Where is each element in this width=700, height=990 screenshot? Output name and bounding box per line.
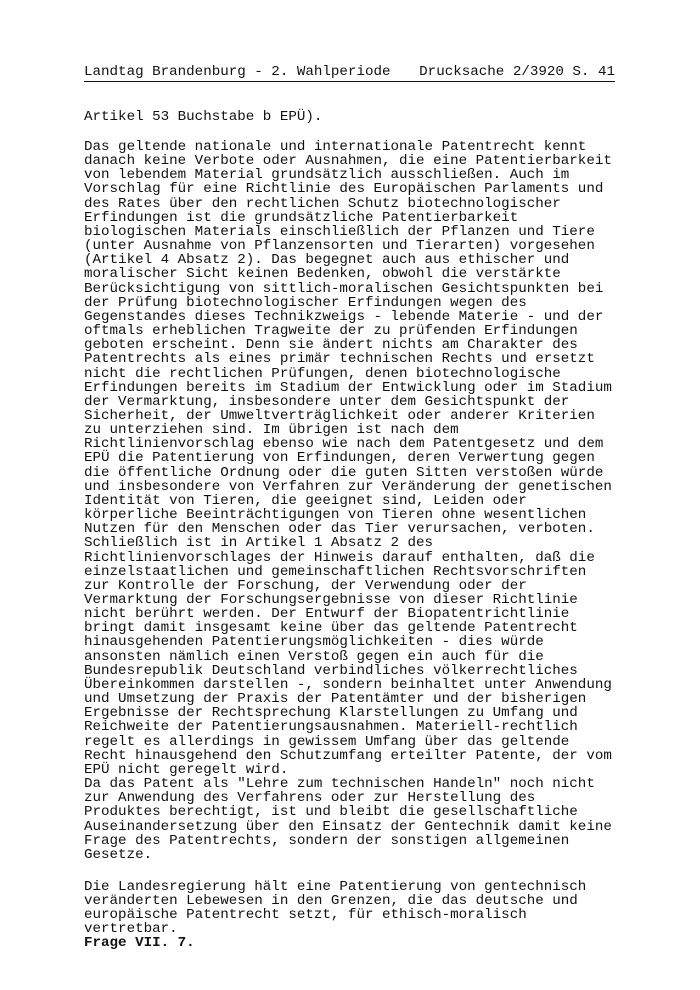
next-question-heading: Frage VII. 7.: [84, 935, 195, 951]
body-paragraph-1: Das geltende nationale und internationale Patentrecht kennt danach keine Verbote oder Ausnahmen, die eine Patentierbarkeit von lebendem Material grundsätzlich ausschließen. Auch im Vorschlag für eine Richtlinie des Europäischen Parlaments und des Rates über den rechtlichen Schutz biotechnologischer Erfindungen ist die grundsätzliche Patentierbarkeit biologischen Materials einschließlich der Pflanzen und Tiere (unter Ausnahme von Pflanzensorten und Tierarten) vorgesehen (Artikel 4 Absatz 2). Das begegnet auch aus ethischer und moralischer Sicht keinen Bedenken, obwohl die verstärkte Berücksichtigung von sittlich-moralischen Gesichtspunkten bei der Prüfung biotechnologischer Erfindungen wegen des Gegenstandes dieses Technikzweigs - lebende Materie - und der oftmals erheblichen Tragweite der zu prüfenden Erfindungen geboten erscheint. Denn sie ändert nichts am Charakter des Patentrechts als eines primär technischen Rechts und ersetzt nicht die rechtlichen Prüfungen, denen biotechnologische Erfindungen bereits im Stadium der Entwicklung oder im Stadium der Vermarktung, insbesondere unter dem Gesichtspunkt der Sicherheit, der Umweltverträglichkeit oder anderer Kriterien zu unterziehen sind. Im übrigen ist nach dem Richtlinienvorschlag ebenso wie nach dem Patentgesetz und dem EPÜ die Patentierung von Erfindungen, deren Verwertung gegen die öffentliche Ordnung oder die guten Sitten verstoßen würde und insbesondere von Verfahren zur Veränderung der genetischen Identität von Tieren, die geeignet sind, Leiden oder körperliche Beeinträchtigungen von Tieren ohne wesentlichen Nutzen für den Menschen oder das Tier verursachen, verboten. Schließlich ist in Artikel 1 Absatz 2 des Richtlinienvorschlages der Hinweis darauf enthalten, daß die einzelstaatlichen und gemeinschaftlichen Rechtsvorschriften zur Kontrolle der Forschung, der Verwendung oder der Vermarktung der Forschungsergebnisse von dieser Richtlinie nicht berührt werden. Der Entwurf der Biopatentrichtlinie bringt damit insgesamt keine über das geltende Patentrecht hinausgehenden Patentierungsmöglichkeiten - dies würde ansonsten nämlich einen Verstoß gegen ein auch für die Bundesrepublik Deutschland verbindliches völkerrechtliches Übereinkommen darstellen -, sondern beinhaltet unter Anwendung und Umsetzung der Praxis der Patentämter und der bisherigen Ergebnisse der Rechtsprechung Klarstellungen zu Umfang und Reichweite der Patentierungsausnahmen. Materiell-rechtlich regelt es allerdings in gewissem Umfang über das geltende Recht hinausgehend den Schutzumfang erteilter Patente, der vom EPÜ nicht geregelt wird. Da das Patent als "Lehre zum technischen Handeln" noch nicht zur Anwendung des Verfahrens oder zur Herstellung des Produktes berechtigt, ist und bleibt die gesellschaftliche Auseinandersetzung über den Einsatz der Gentechnik damit keine Frage des Patentrechts, sondern der sonstigen allgemeinen Gesetze.: [84, 139, 612, 863]
body-paragraph-2: Die Landesregierung hält eine Patentierung von gentechnisch veränderten Lebewesen in den Grenzen, die das deutsche und europäische Patentrecht setzt, für ethisch-moralisch vertretbar.: [84, 879, 587, 938]
header-document-number: Drucksache 2/3920 S. 41: [419, 64, 615, 80]
header-title: Landtag Brandenburg - 2. Wahlperiode: [84, 64, 391, 80]
intro-line: Artikel 53 Buchstabe b EPÜ).: [84, 109, 323, 125]
page-header: [84, 65, 615, 82]
